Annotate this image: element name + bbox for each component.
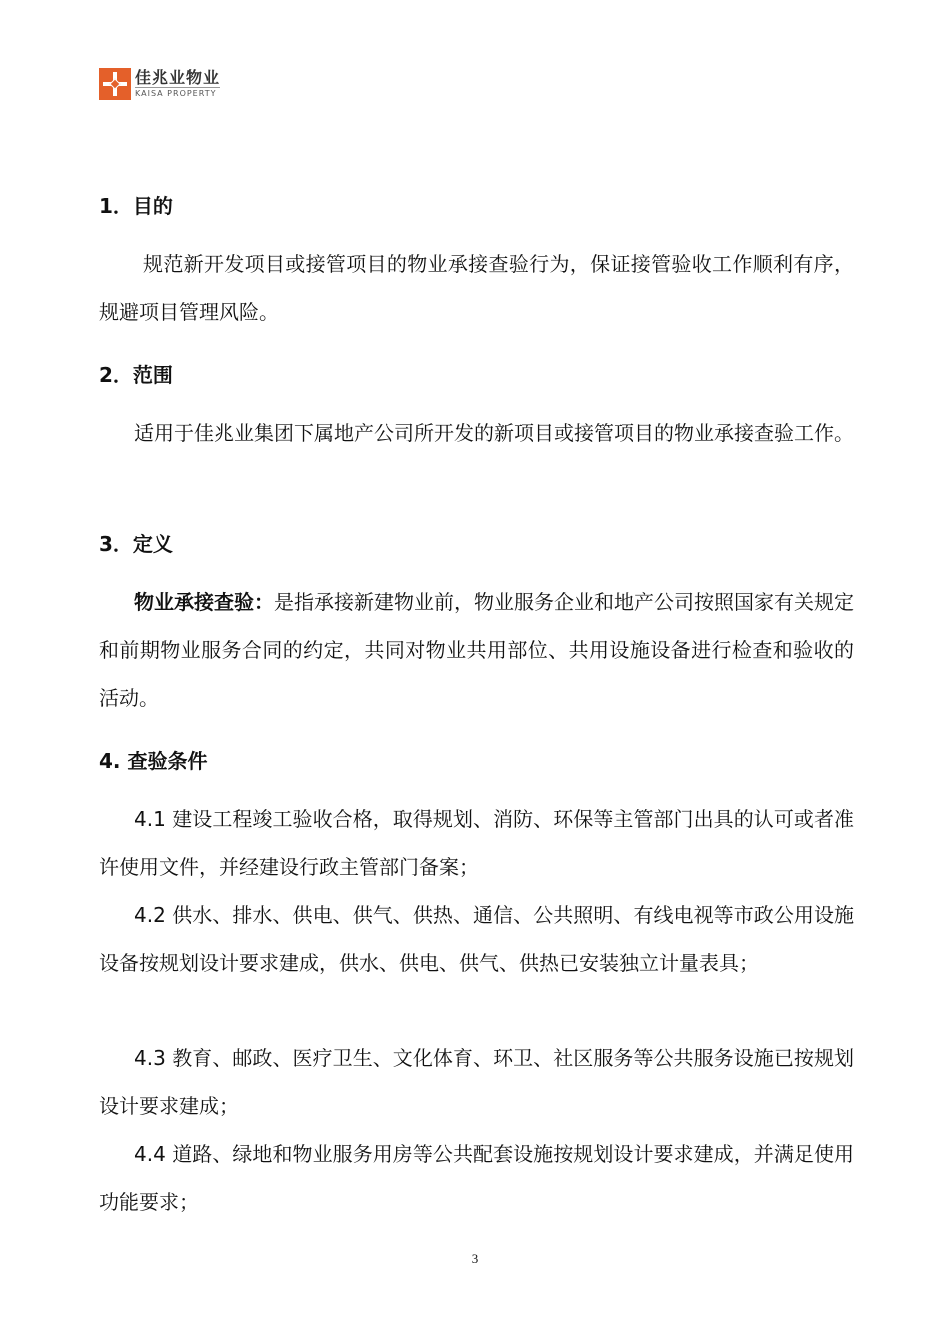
logo-english-name: KAISA PROPERTY (135, 87, 220, 99)
section-2-heading: 2．范围 (99, 363, 173, 387)
logo-chinese-name: 佳兆业物业 (135, 68, 221, 87)
definition-text: 是指承接新建物业前，物业服务企业和地产公司按照国家有关规定和前期物业服务合同的约定，共同对物业共用部位、共用设施设备进行检查和验收的活动。 (99, 590, 854, 710)
condition-item: 4.1 建设工程竣工验收合格，取得规划、消防、环保等主管部门出具的认可或者准许使用文件，并经建设行政主管部门备案； (99, 807, 854, 879)
section-3-heading: 3．定义 (99, 532, 173, 556)
condition-item: 4.2 供水、排水、供电、供气、供热、通信、公共照明、有线电视等市政公用设施设备按规划设计要求建成，供水、供电、供气、供热已安装独立计量表具； (99, 903, 854, 975)
kaisa-logo-icon (99, 68, 131, 100)
logo-text (135, 69, 220, 99)
condition-item: 4.4 道路、绿地和物业服务用房等公共配套设施按规划设计要求建成，并满足使用功能要求； (99, 1142, 854, 1214)
section-4-heading: 4. 查验条件 (99, 749, 208, 773)
section-3-body (99, 578, 854, 722)
section-1-body: 规范新开发项目或接管项目的物业承接查验行为，保证接管验收工作顺利有序，规避项目管理风险。 (99, 252, 854, 324)
condition-item: 4.3 教育、邮政、医疗卫生、文化体育、环卫、社区服务等公共服务设施已按规划设计要求建成； (99, 1046, 854, 1118)
company-logo (99, 68, 220, 100)
defined-term: 物业承接查验： (134, 590, 274, 614)
section-2-body: 适用于佳兆业集团下属地产公司所开发的新项目或接管项目的物业承接查验工作。 (134, 421, 854, 445)
section-1-heading: 1．目的 (99, 194, 173, 218)
page-number: 3 (471, 1251, 479, 1266)
